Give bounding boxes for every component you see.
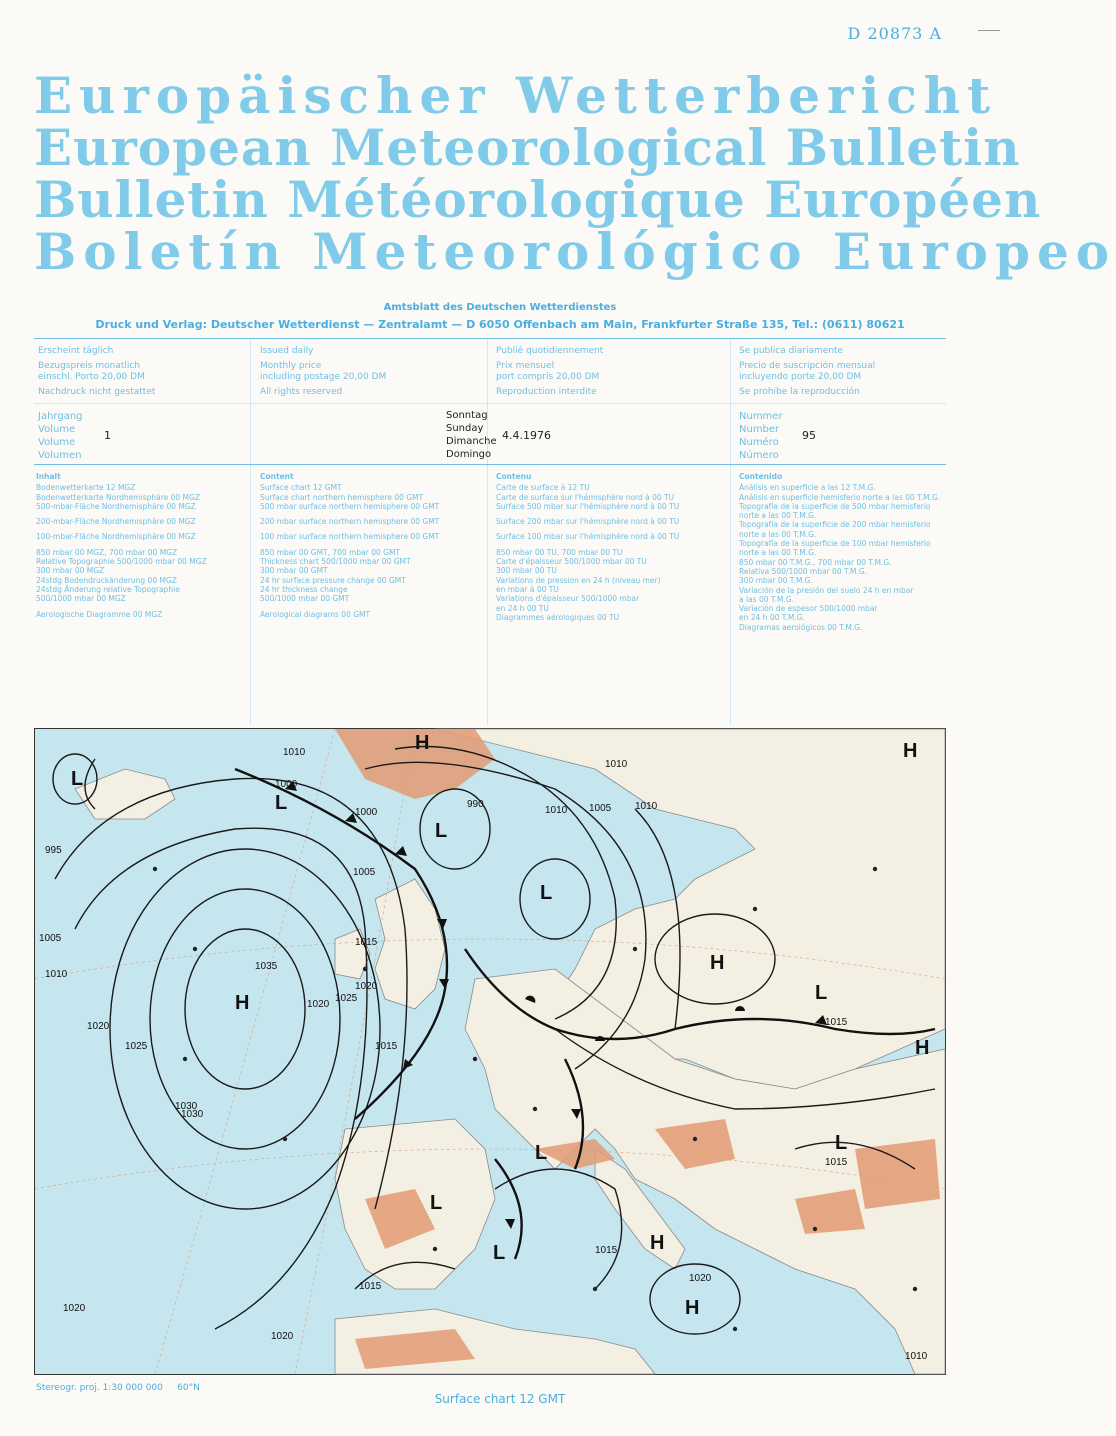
contents-item: norte a las 00 T.M.G. bbox=[739, 529, 817, 539]
number-label: Número bbox=[739, 450, 779, 461]
isobar-label: 1000 bbox=[275, 779, 298, 790]
isobar-label: 1010 bbox=[545, 805, 568, 816]
isobar-label: 1000 bbox=[355, 807, 378, 818]
isobar-label: 1005 bbox=[39, 933, 62, 944]
contents-es bbox=[739, 472, 944, 632]
isobar-label: 1030 bbox=[181, 1109, 204, 1120]
frequency-text: Issued daily bbox=[260, 346, 314, 356]
station-dot bbox=[913, 1287, 917, 1291]
contents-item: 24stdg Bodendruckänderung 00 MGZ bbox=[36, 575, 177, 585]
low-center-label: L bbox=[275, 792, 288, 814]
rights-text: Nachdruck nicht gestattet bbox=[38, 387, 156, 397]
volume-label: Volume bbox=[38, 424, 76, 435]
contents-item: 850 mbar 00 MGZ, 700 mbar 00 MGZ bbox=[36, 547, 178, 557]
contents-item: Surface 200 mbar sur l'hémisphère nord à 00 TU bbox=[496, 517, 680, 527]
contents-item: 500-mbar-Fläche Nordhemisphäre 00 MGZ bbox=[36, 501, 196, 511]
contents-item: norte a las 00 T.M.G. bbox=[739, 548, 817, 558]
price-text: Bezugspreis monatlich bbox=[38, 361, 141, 371]
contents-item: 300 mbar 00 GMT bbox=[260, 566, 328, 576]
contents-item: 100 mbar surface northern hemisphere 00 GMT bbox=[260, 532, 440, 542]
contents-item: 850 mbar 00 T.M.G., 700 mbar 00 T.M.G. bbox=[739, 557, 892, 567]
high-center-label: H bbox=[915, 1037, 930, 1059]
isobar-label: 1020 bbox=[63, 1303, 86, 1314]
contents-de bbox=[36, 472, 261, 619]
station-dot bbox=[473, 1057, 477, 1061]
chart-caption: Surface chart 12 GMT bbox=[434, 1392, 566, 1406]
contents-heading: Inhalt bbox=[36, 472, 61, 481]
title-spanish: Boletín Meteorológico Europeo bbox=[34, 222, 1116, 281]
price-text: including postage 20,00 DM bbox=[260, 372, 387, 382]
day-label: Sunday bbox=[446, 423, 484, 434]
contents-item: Relativa 500/1000 mbar 00 T.M.G. bbox=[739, 566, 868, 576]
isobar-label: 1020 bbox=[87, 1021, 110, 1032]
contents-item: norte a las 00 T.M.G. bbox=[739, 511, 817, 521]
isobar-label: 1020 bbox=[689, 1273, 712, 1284]
rights-text: Se prohibe la reproducción bbox=[739, 387, 860, 397]
station-dot bbox=[633, 947, 637, 951]
contents-item: 500/1000 mbar 00 GMT bbox=[260, 594, 350, 604]
day-labels bbox=[446, 409, 497, 461]
contents-item: Surface chart 12 GMT bbox=[260, 483, 342, 493]
low-center-label: L bbox=[435, 820, 448, 842]
isobar-label: 1010 bbox=[605, 759, 628, 770]
day-label: Dimanche bbox=[446, 436, 497, 447]
day-label: Sonntag bbox=[446, 410, 488, 421]
station-dot bbox=[433, 1247, 437, 1251]
volume-label: Volumen bbox=[38, 450, 82, 461]
volume-value: 1 bbox=[104, 429, 111, 442]
low-center-label: L bbox=[535, 1142, 548, 1164]
station-dot bbox=[533, 1107, 537, 1111]
contents-item: 300 mbar 00 MGZ bbox=[36, 566, 105, 576]
isobar-label: 990 bbox=[467, 799, 484, 810]
isobar-label: 1015 bbox=[355, 937, 378, 948]
price-text: Monthly price bbox=[260, 361, 322, 371]
high-center-label: H bbox=[415, 732, 430, 754]
isobar-label: 995 bbox=[45, 845, 62, 856]
low-center-label: L bbox=[540, 882, 553, 904]
contents-item: 500/1000 mbar 00 MGZ bbox=[36, 594, 126, 604]
contents-item: Carte de surface à 12 TU bbox=[496, 483, 590, 493]
contents-item: Análisis en superficie a las 12 T.M.G. bbox=[739, 483, 876, 493]
contents-item: 850 mbar 00 TU, 700 mbar 00 TU bbox=[496, 547, 623, 557]
volume-label: Jahrgang bbox=[38, 411, 83, 422]
isobar-label: 1015 bbox=[825, 1017, 848, 1028]
contents-item: Surface 100 mbar sur l'hémisphère nord à 00 TU bbox=[496, 532, 680, 542]
price-text: Prix mensuel bbox=[496, 361, 555, 371]
publication-info-en bbox=[260, 346, 386, 398]
weather-map-svg bbox=[35, 729, 945, 1374]
title-german: Europäischer Wetterbericht bbox=[34, 66, 998, 125]
contents-item: 500 mbar surface northern hemisphere 00 GMT bbox=[260, 501, 440, 511]
contents-item: Variación de espesor 500/1000 mbar bbox=[739, 604, 878, 614]
contents-item: 100-mbar-Fläche Nordhemisphäre 00 MGZ bbox=[36, 532, 196, 542]
contents-item: Variations d'épaisseur 500/1000 mbar bbox=[496, 594, 640, 604]
station-dot bbox=[283, 1137, 287, 1141]
publication-info-fr bbox=[496, 346, 603, 398]
station-dot bbox=[153, 867, 157, 871]
station-dot bbox=[363, 967, 367, 971]
issue-date: 4.4.1976 bbox=[502, 429, 551, 442]
contents-item: Bodenwetterkarte Nordhemisphäre 00 MGZ bbox=[36, 492, 200, 502]
contents-en bbox=[260, 472, 485, 619]
publication-info-de bbox=[38, 346, 155, 398]
frequency-text: Erscheint täglich bbox=[38, 346, 114, 356]
official-gazette: Amtsblatt des Deutschen Wetterdienstes bbox=[383, 302, 617, 313]
divider-top bbox=[34, 338, 946, 339]
station-dot bbox=[753, 907, 757, 911]
price-text: Precio de suscripción mensual bbox=[739, 361, 876, 371]
price-text: incluyendo porte 20,00 DM bbox=[739, 372, 862, 382]
publication-info-es bbox=[739, 346, 875, 398]
contents-item: Surface chart northern hemisphere 00 GMT bbox=[260, 492, 424, 502]
contents-item: en 24 h 00 TU bbox=[496, 603, 549, 613]
number-label: Numéro bbox=[739, 437, 779, 448]
contents-item: en 24 h 00 T.M.G. bbox=[739, 613, 805, 623]
contents-item: Variations de pression en 24 h (niveau mer) bbox=[496, 575, 661, 585]
contents-item: Bodenwetterkarte 12 MGZ bbox=[36, 483, 136, 493]
isobar-label: 1020 bbox=[271, 1331, 294, 1342]
isobar-label: 1025 bbox=[125, 1041, 148, 1052]
contents-item: Variación de la presión del suelo 24 h en mbar bbox=[739, 585, 914, 595]
isobar-label: 1005 bbox=[589, 803, 612, 814]
isobar-label: 1020 bbox=[307, 999, 330, 1010]
contents-item: Análisis en superficie hemisferio norte a las 00 T.M.G. bbox=[739, 492, 941, 502]
title-block bbox=[34, 66, 1116, 281]
volume-label: Volume bbox=[38, 437, 76, 448]
contents-item: a las 00 T.M.G. bbox=[739, 594, 795, 604]
volume-labels bbox=[38, 410, 83, 462]
contents-item: 24 hr thickness change bbox=[260, 584, 348, 594]
number-label: Number bbox=[739, 424, 780, 435]
contents-item: Diagramas aerológicos 00 T.M.G. bbox=[739, 622, 863, 632]
high-center-label: H bbox=[650, 1232, 665, 1254]
contents-item: Carte d'épaisseur 500/1000 mbar 00 TU bbox=[496, 557, 647, 567]
column-divider-3 bbox=[730, 340, 731, 725]
turkey-relief bbox=[855, 1139, 940, 1209]
low-center-label: L bbox=[493, 1242, 506, 1264]
station-dot bbox=[733, 1327, 737, 1331]
contents-heading: Contenu bbox=[496, 472, 532, 481]
rights-text: All rights reserved bbox=[260, 387, 343, 397]
divider-info bbox=[34, 403, 946, 404]
isobar-label: 1015 bbox=[375, 1041, 398, 1052]
station-dot bbox=[593, 1287, 597, 1291]
isobar-label: 1025 bbox=[335, 993, 358, 1004]
contents-item: Surface 500 mbar sur l'hémisphère nord à 00 TU bbox=[496, 501, 680, 511]
station-dot bbox=[693, 1137, 697, 1141]
title-english: European Meteorological Bulletin bbox=[34, 118, 1021, 177]
contents-item: Aerologische Diagramme 00 MGZ bbox=[36, 609, 163, 619]
publisher-line: Druck und Verlag: Deutscher Wetterdienst — Zentralamt — D 6050 Offenbach am Main, Frankfurter Straße 135, Tel.: (0611) 80621 bbox=[95, 318, 905, 331]
isobar-label: 1010 bbox=[905, 1351, 928, 1362]
day-label: Domingo bbox=[446, 449, 492, 460]
contents-item: 200-mbar-Fläche Nordhemisphäre 00 MGZ bbox=[36, 517, 196, 527]
contents-item: 24 hr surface pressure change 00 GMT bbox=[260, 575, 406, 585]
high-center-label: H bbox=[710, 952, 725, 974]
isobar-label: 1015 bbox=[595, 1245, 618, 1256]
contents-heading: Contenido bbox=[739, 472, 783, 481]
isobar-label: 1010 bbox=[635, 801, 658, 812]
high-center-label: H bbox=[903, 740, 918, 762]
contents-heading: Content bbox=[260, 472, 294, 481]
issue-number: 95 bbox=[802, 429, 816, 442]
contents-item: 850 mbar 00 GMT, 700 mbar 00 GMT bbox=[260, 547, 401, 557]
isobar-label: 1010 bbox=[45, 969, 68, 980]
isobar-label: 1015 bbox=[359, 1281, 382, 1292]
low-center-label: L bbox=[835, 1132, 848, 1154]
high-center-label: H bbox=[685, 1297, 700, 1319]
station-dot bbox=[873, 867, 877, 871]
number-label: Nummer bbox=[739, 411, 783, 422]
frequency-text: Publié quotidiennement bbox=[496, 346, 604, 356]
frequency-text: Se publica diariamente bbox=[739, 346, 844, 356]
low-center-label: L bbox=[430, 1192, 443, 1214]
isobar-label: 1015 bbox=[825, 1157, 848, 1168]
contents-item: Thickness chart 500/1000 mbar 00 GMT bbox=[260, 557, 411, 567]
contents-item: Relative Topographie 500/1000 mbar 00 MGZ bbox=[36, 557, 207, 567]
contents-item: Carte de surface sur l'hémisphère nord à 00 TU bbox=[496, 492, 675, 502]
price-text: port compris 20,00 DM bbox=[496, 372, 600, 382]
column-divider-2 bbox=[487, 340, 488, 725]
contents-fr bbox=[496, 472, 721, 622]
contents-item: Diagrammes aérologiques 00 TU bbox=[496, 612, 620, 622]
contents-item: 300 mbar 00 T.M.G. bbox=[739, 576, 813, 586]
isobar-label: 1035 bbox=[255, 961, 278, 972]
surface-chart-map bbox=[34, 728, 946, 1375]
contents-item: en mbar à 00 TU bbox=[496, 584, 559, 594]
divider-contents bbox=[34, 464, 946, 465]
title-french: Bulletin Météorologique Européen bbox=[34, 170, 1042, 229]
number-labels bbox=[739, 410, 783, 462]
edge-crop-mark bbox=[978, 30, 1000, 31]
reference-latitude: 60°N bbox=[177, 1383, 200, 1393]
station-dot bbox=[813, 1227, 817, 1231]
station-dot bbox=[183, 1057, 187, 1061]
isobar-label: 1010 bbox=[283, 747, 306, 758]
contents-item: Topografía de la superficie de 100 mbar hemisferio bbox=[739, 539, 931, 549]
contents-item: Aerological diagrams 00 GMT bbox=[260, 609, 371, 619]
low-center-label: L bbox=[71, 768, 84, 790]
projection-scale: Stereogr. proj. 1:30 000 000 bbox=[36, 1383, 163, 1393]
contents-item: 24stdg Änderung relative Topographie bbox=[36, 584, 180, 594]
isobar-label: 1030 bbox=[175, 1101, 198, 1112]
low-center-label: L bbox=[815, 982, 828, 1004]
price-text: einschl. Porto 20,00 DM bbox=[38, 372, 145, 382]
contents-item: 300 mbar 00 TU bbox=[496, 566, 557, 576]
isobar-label: 1005 bbox=[353, 867, 376, 878]
high-center-label: H bbox=[235, 992, 250, 1014]
contents-item: Topografía de la superficie de 500 mbar hemisferio bbox=[739, 501, 931, 511]
rights-text: Reproduction interdite bbox=[496, 387, 597, 397]
contents-item: 200 mbar surface northern hemisphere 00 GMT bbox=[260, 517, 440, 527]
isobar-label: 1020 bbox=[355, 981, 378, 992]
document-id: D 20873 A bbox=[847, 24, 942, 43]
station-dot bbox=[193, 947, 197, 951]
contents-item: Topografía de la superficie de 200 mbar hemisferio bbox=[739, 520, 931, 530]
